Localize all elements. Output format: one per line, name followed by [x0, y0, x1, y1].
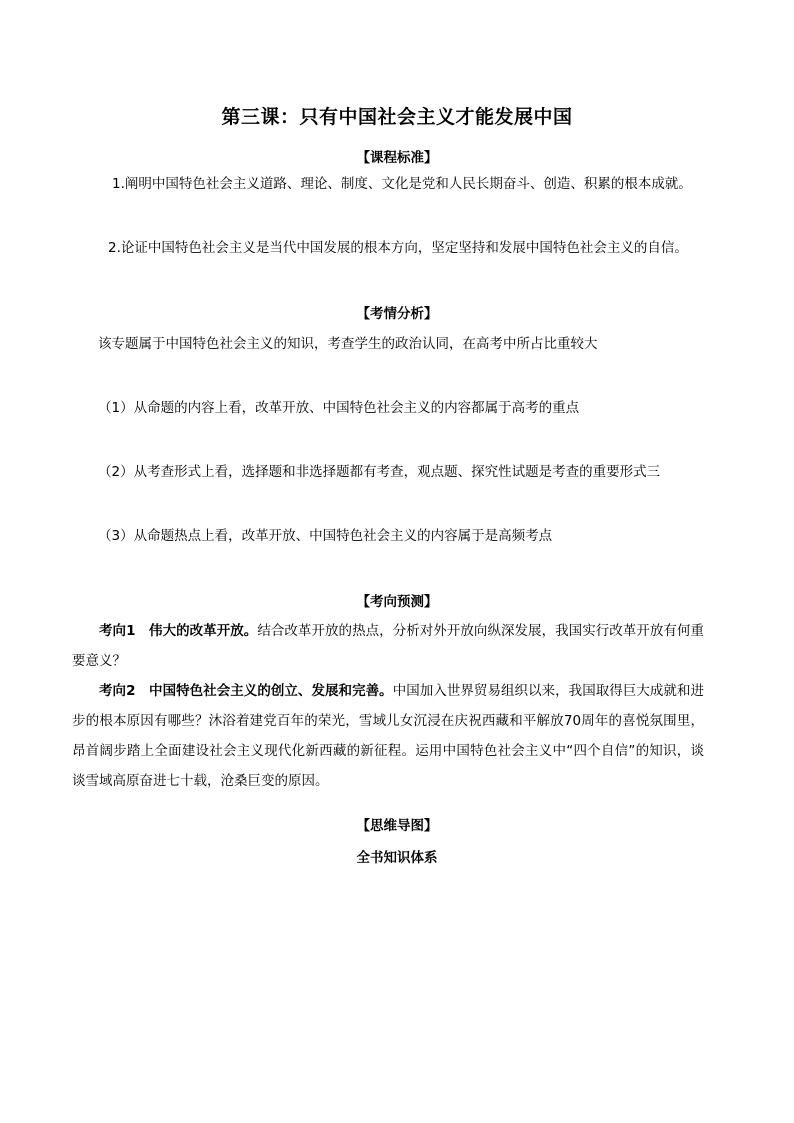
mindmap-subheading: 全书知识体系: [356, 850, 438, 866]
analysis-item-3: （3）从命题热点上看，改革开放、中国特色社会主义的内容属于是高频考点: [98, 528, 553, 544]
section-heading-forecast: 【考向预测】: [356, 594, 438, 610]
analysis-intro: 该专题属于中国特色社会主义的知识，考查学生的政治认同，在高考中所占比重较大: [98, 336, 598, 352]
standard-item-1: 1.阐明中国特色社会主义道路、理论、制度、文化是党和人民长期奋斗、创造、积累的根本成就。: [112, 176, 692, 192]
forecast-item-2-label: 考向2 中国特色社会主义的创立、发展和完善。: [99, 683, 393, 699]
forecast-item-2-text: 中国加入世界贸易组织以来，我国取得巨大成就和进步的根本原因有哪些？沐浴着建党百年的荣光，雪域儿女沉浸在庆祝西藏和平解放70周年的喜悦氛围里，昂首阔步踏上全面建设社会主义现代化新西藏的新征程。运用中国特色社会主义中“四个自信”的知识，谈谈雪域高原奋进七十载，沧桑巨变的原因。: [72, 683, 704, 789]
forecast-item-1-text: 结合改革开放的热点，分析对外开放向纵深发展，我国实行改革开放有何重要意义？: [72, 623, 704, 669]
forecast-item-2: [72, 676, 704, 796]
section-heading-analysis: 【考情分析】: [356, 306, 438, 322]
section-heading-standard: 【课程标准】: [356, 150, 438, 166]
analysis-item-2: （2）从考查形式上看，选择题和非选择题都有考查，观点题、探究性试题是考查的重要形式三: [98, 464, 661, 480]
analysis-item-1: （1）从命题的内容上看，改革开放、中国特色社会主义的内容都属于高考的重点: [98, 400, 580, 416]
page-title: 第三课：只有中国社会主义才能发展中国: [221, 106, 573, 128]
standard-item-2: 2.论证中国特色社会主义是当代中国发展的根本方向，坚定坚持和发展中国特色社会主义的自信。: [108, 240, 688, 256]
forecast-item-1-label: 考向1 伟大的改革开放。: [99, 623, 258, 639]
forecast-item-1: [72, 616, 704, 676]
section-heading-mindmap: 【思维导图】: [356, 818, 438, 834]
